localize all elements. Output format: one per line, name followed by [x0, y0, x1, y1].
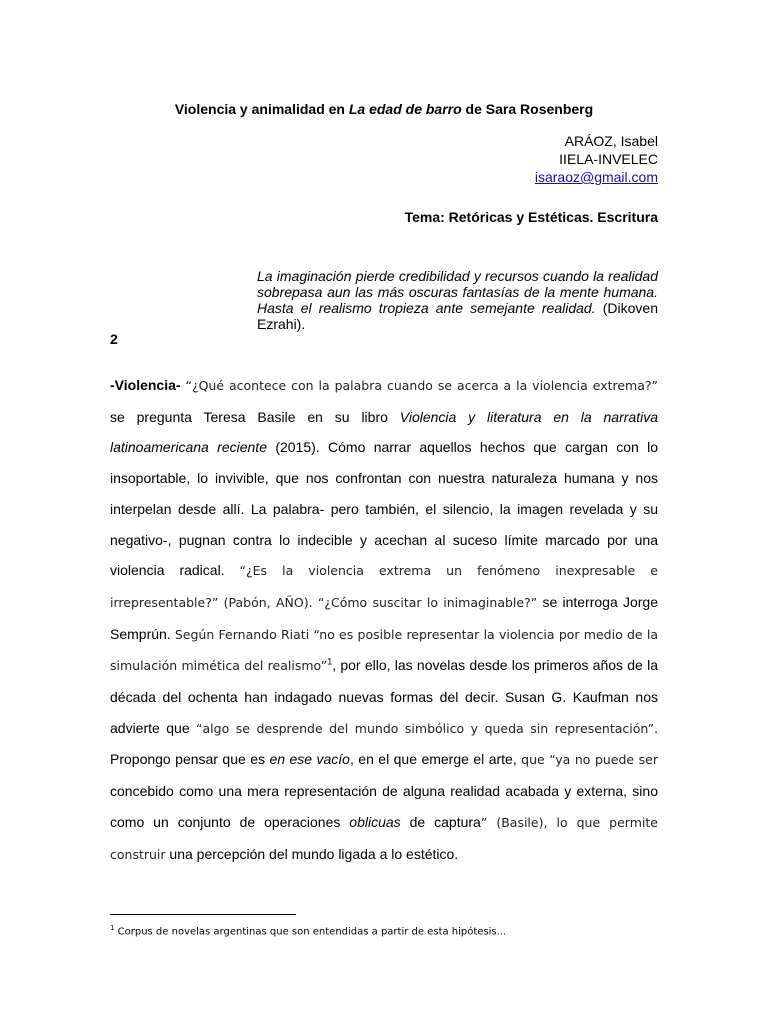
author-name: ARÁOZ, Isabel — [564, 133, 658, 149]
quote-1: “¿Qué acontece con la palabra cuando se acerca a la violencia extrema?” — [180, 378, 658, 393]
emphasis-text: oblicuas — [349, 813, 401, 830]
document-title — [0, 100, 768, 118]
author-affiliation: IIELA-INVELEC — [559, 151, 658, 167]
quote-6: ” (Basile), lo que permite construir — [110, 814, 658, 862]
body-text: una percepción del mundo ligada a lo estético. — [165, 845, 459, 862]
quote-4: “algo se desprende del mundo simbólico y queda sin representación” — [196, 720, 655, 736]
body-text: (2015). Cómo narrar aquellos hechos que cargan con lo insoportable, lo invivible, que nos confrontan con nuestra naturaleza humana y nos interpelan desde allí. La palabra- pero también, el silencio, la imagen revelada y su negativo-, pugnan contra lo indecible y acechan al suceso límite marcado por una violencia radical. — [110, 439, 659, 579]
body-text: se interroga Jorge Semprún. — [110, 593, 658, 642]
body-text: se pregunta Teresa Basile en su libro — [110, 408, 400, 425]
emphasis-text: en ese vacío — [269, 751, 350, 768]
author-email-link[interactable]: isaraoz@gmail.com — [534, 169, 658, 185]
quote-5: que “ya no puede ser — [521, 752, 658, 768]
quote-2: “¿Es la violencia extrema un fenómeno inexpresable e irrepresentable?” (Pabón, AÑO). “¿Cómo suscitar lo inimaginable?” — [110, 563, 658, 610]
body-text: de captura — [400, 813, 481, 830]
body-text: concebido como una mera representación de alguna realidad acabada y externa, sino como un conjunto de operaciones — [110, 783, 658, 830]
footnote — [110, 921, 506, 939]
section-heading: -Violencia- — [110, 377, 181, 393]
epigraph-attribution: (Dikoven Ezrahi). — [257, 300, 658, 332]
body-text: . Propongo pensar que es — [110, 719, 658, 768]
body-text: , por ello, las novelas desde los primeros años de la década del ochenta han indagado nuevas formas del decir. Susan G. Kaufman nos advierte que — [110, 657, 658, 736]
footnote-ref[interactable]: 1 — [327, 656, 333, 667]
footnote-text: Corpus de novelas argentinas que son entendidas a partir de esta hipótesis... — [114, 926, 507, 938]
quote-3: Según Fernando Riati “no es posible representar la violencia por medio de la simulación mimética del realismo” — [110, 626, 658, 674]
body-text: , en el que emerge el arte, — [349, 751, 522, 768]
epigraph — [257, 268, 658, 332]
footnote-mark: 1 — [110, 924, 115, 932]
topic-line: Tema: Retóricas y Estéticas. Escritura — [404, 209, 658, 225]
title-text: Violencia y animalidad en — [174, 101, 349, 117]
book-title: Violencia y literatura en la narrativa latinoamericana reciente — [110, 408, 658, 456]
footnote-divider — [110, 914, 296, 915]
title-book-name: La edad de barro — [348, 101, 462, 117]
author-block — [535, 132, 658, 186]
epigraph-quote: La imaginación pierde credibilidad y recursos cuando la realidad sobrepasa aun las más oscuras fantasías de la mente humana. Hasta el realismo tropieza ante semejante realidad. — [257, 268, 658, 316]
body-paragraph — [110, 370, 658, 870]
section-number: 2 — [110, 331, 118, 347]
title-text-end: de Sara Rosenberg — [461, 101, 594, 117]
